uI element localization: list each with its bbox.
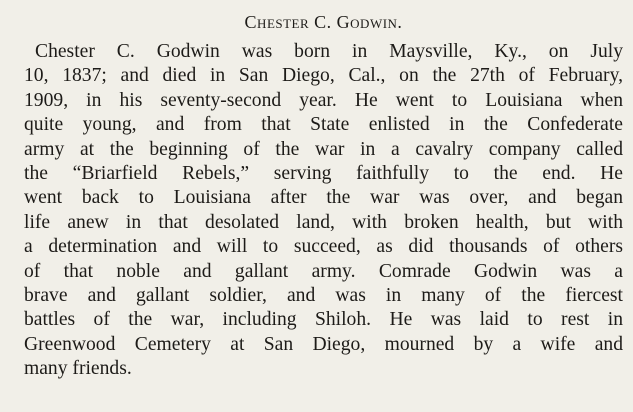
text-line: went back to Louisiana after the war was over, and began: [24, 187, 623, 209]
text-line: the “Briarfield Rebels,” serving faithfully to the end. He: [24, 162, 623, 184]
text-line: of that noble and gallant army. Comrade Godwin was a: [24, 260, 623, 282]
text-line: a determination and will to succeed, as did thousands of others: [24, 236, 623, 258]
text-line: 10, 1837; and died in San Diego, Cal., on the 27th of February,: [24, 65, 623, 87]
text-line: 1909, in his seventy-second year. He went to Louisiana when: [24, 89, 623, 111]
article-title: Chester C. Godwin.: [244, 12, 403, 32]
text-line: Greenwood Cemetery at San Diego, mourned by a wife and: [24, 333, 623, 355]
text-line: Chester C. Godwin was born in Maysville, Ky., on July: [35, 41, 623, 62]
text-line: brave and gallant soldier, and was in many of the fiercest: [24, 284, 623, 306]
text-line: many friends.: [24, 358, 132, 380]
article-body: [24, 40, 623, 381]
text-line: life anew in that desolated land, with broken health, but with: [24, 211, 623, 233]
text-line: quite young, and from that State enlisted in the Confederate: [24, 114, 623, 136]
text-line: army at the beginning of the war in a cavalry company called: [24, 138, 623, 160]
text-line: battles of the war, including Shiloh. He was laid to rest in: [24, 309, 623, 331]
